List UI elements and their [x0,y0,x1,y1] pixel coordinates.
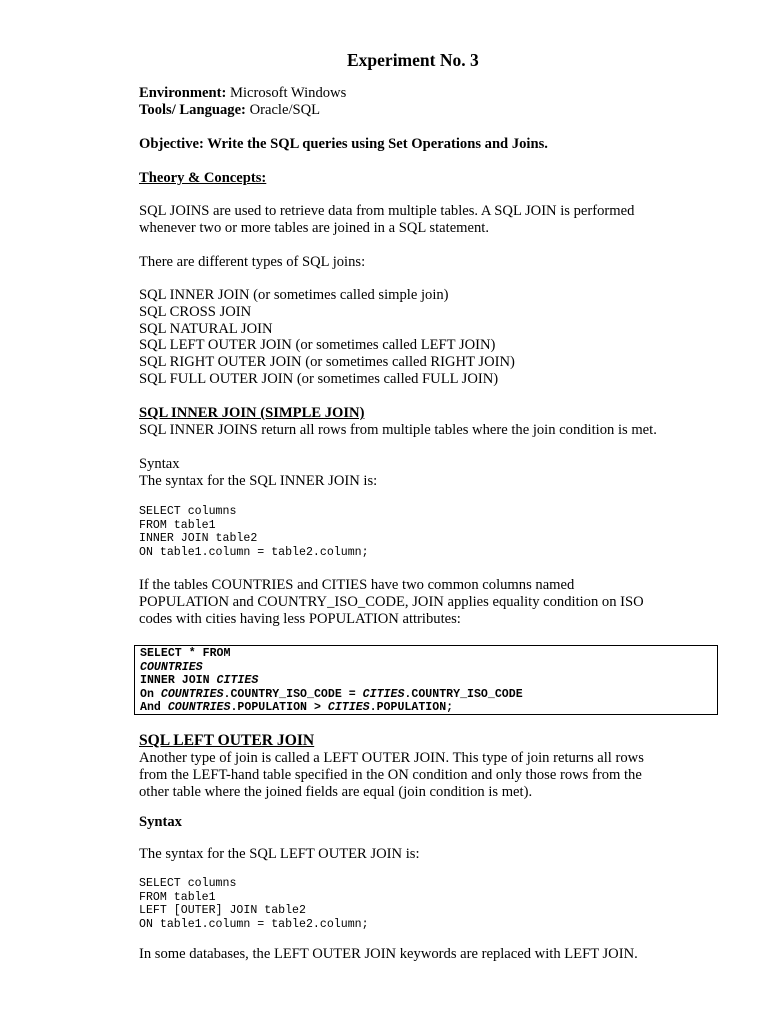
code-line: FROM table1 [139,890,216,904]
intro-line: SQL JOINS are used to retrieve data from multiple tables. A SQL JOIN is performed [139,203,635,219]
code-line: LEFT [OUTER] JOIN table2 [139,904,306,918]
code-line: On COUNTRIES.COUNTRY_ISO_CODE = CITIES.COUNTRY_ISO_CODE [140,687,523,701]
list-item: SQL INNER JOIN (or sometimes called simple join) [139,287,449,303]
inner-syntax-label: Syntax [139,456,180,472]
code-line: FROM table1 [139,518,216,532]
desc-line: other table where the joined fields are equal (join condition is met). [139,783,533,800]
left-join-note: In some databases, the LEFT OUTER JOIN keywords are replaced with LEFT JOIN. [139,946,638,962]
list-item: SQL FULL OUTER JOIN (or sometimes called FULL JOIN) [139,370,499,387]
code-line: INNER JOIN table2 [139,532,258,546]
code-line: INNER JOIN CITIES [140,674,259,688]
inner-syntax-code [139,505,369,559]
inner-example-text [139,577,644,627]
tools-line [139,102,320,119]
environment-line [139,85,346,102]
tools-value: Oracle/SQL [249,102,321,118]
environment-label: Environment: [139,85,227,101]
code-line: SELECT * FROM [140,647,231,660]
left-join-description [139,750,644,800]
environment-value: Microsoft Windows [229,85,347,101]
inner-syntax-intro: The syntax for the SQL INNER JOIN is: [139,473,378,489]
example-code [140,647,712,715]
example-line: If the tables COUNTRIES and CITIES have two common columns named [139,577,575,593]
objective: Objective: Write the SQL queries using Set Operations and Joins. [139,136,548,152]
list-item: SQL RIGHT OUTER JOIN (or sometimes called RIGHT JOIN) [139,354,515,371]
inner-join-heading: SQL INNER JOIN (SIMPLE JOIN) [139,405,365,421]
intro-line: whenever two or more tables are joined in a SQL statement. [139,219,490,236]
theory-heading: Theory & Concepts: [139,170,267,186]
list-item: SQL LEFT OUTER JOIN (or sometimes called LEFT JOIN) [139,337,496,354]
code-line: And COUNTRIES.POPULATION > CITIES.POPULATION; [140,701,454,715]
code-line: SELECT columns [139,505,237,518]
types-intro: There are different types of SQL joins: [139,254,366,270]
list-item: SQL NATURAL JOIN [139,320,273,337]
example-line: POPULATION and COUNTRY_ISO_CODE, JOIN applies equality condition on ISO [139,593,644,610]
left-syntax-code [139,877,369,931]
left-syntax-label: Syntax [139,814,182,830]
inner-join-description: SQL INNER JOINS return all rows from multiple tables where the join condition is met. [139,422,657,438]
desc-line: Another type of join is called a LEFT OUTER JOIN. This type of join returns all rows [139,750,644,766]
example-code-box [134,645,718,715]
join-types-list [139,287,515,388]
code-line: SELECT columns [139,877,237,890]
list-item: SQL CROSS JOIN [139,303,252,320]
intro-paragraph [139,203,634,236]
left-syntax-intro: The syntax for the SQL LEFT OUTER JOIN is: [139,846,420,862]
code-line: ON table1.column = table2.column; [139,545,369,559]
tools-label: Tools/ Language: [139,102,246,118]
example-line: codes with cities having less POPULATION attributes: [139,610,461,627]
code-line: ON table1.column = table2.column; [139,917,369,931]
code-line: COUNTRIES [140,660,203,674]
left-join-heading: SQL LEFT OUTER JOIN [139,732,315,749]
desc-line: from the LEFT-hand table specified in the ON condition and only those rows from the [139,766,642,783]
page-title: Experiment No. 3 [347,50,479,70]
